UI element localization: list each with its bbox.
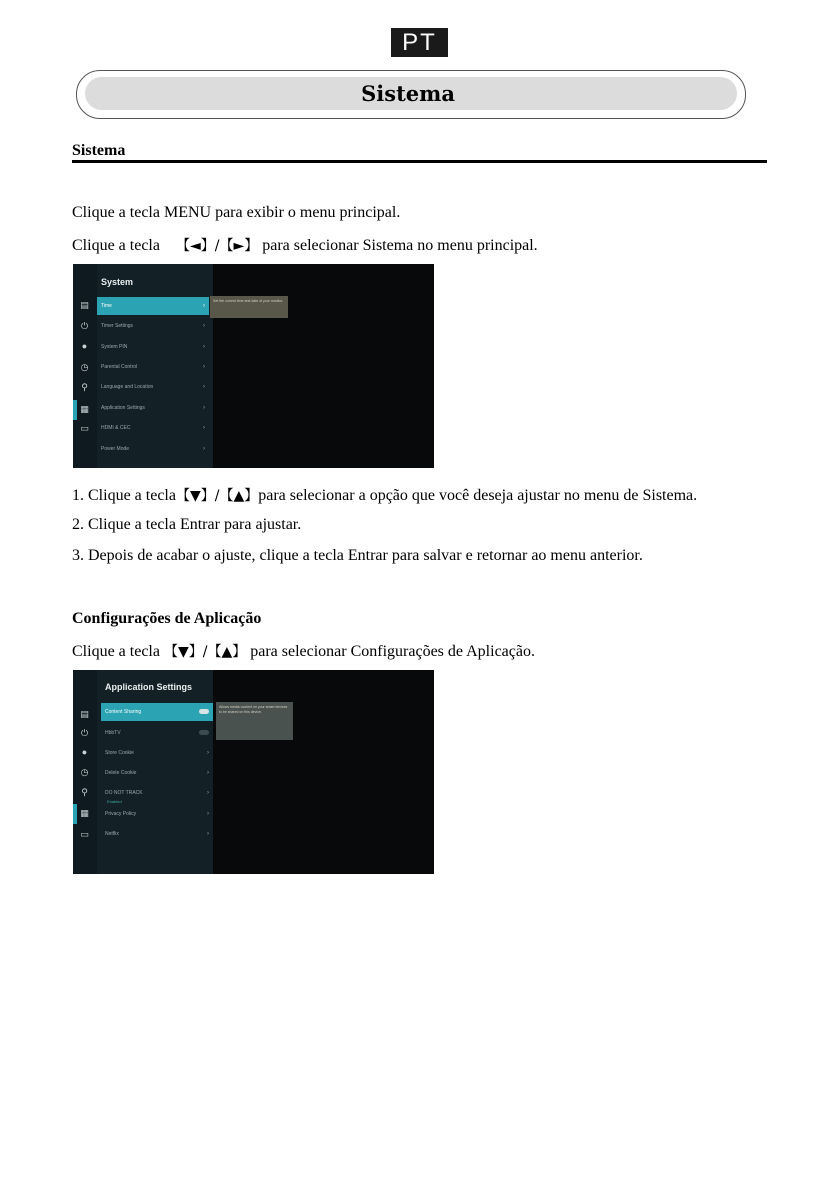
chevron-right-icon: › bbox=[203, 303, 205, 309]
menu-item-hbbtv[interactable]: HbbTV bbox=[101, 724, 213, 742]
language-badge: PT bbox=[391, 28, 448, 57]
picture-icon: ▤ bbox=[80, 300, 89, 310]
instruction-prefix: Clique a tecla bbox=[72, 237, 164, 254]
icon-rail bbox=[73, 670, 97, 874]
chevron-right-icon: › bbox=[203, 405, 205, 411]
menu-item-netflix[interactable]: Netflix › bbox=[101, 825, 213, 843]
menu-heading: Application Settings bbox=[105, 682, 193, 692]
clock-icon: ◷ bbox=[80, 767, 89, 777]
toggle-switch[interactable] bbox=[199, 709, 209, 714]
clock-icon: ◷ bbox=[80, 362, 89, 372]
step-1-prefix: 1. Clique a tecla bbox=[72, 487, 176, 504]
picture-icon: ▤ bbox=[80, 709, 89, 719]
chevron-right-icon: › bbox=[207, 770, 209, 776]
power-icon: ⏻ bbox=[80, 321, 89, 331]
page-title: Sistema bbox=[85, 77, 737, 110]
instruction-menu: Clique a tecla MENU para exibir o menu principal. bbox=[72, 204, 401, 221]
step-3: 3. Depois de acabar o ajuste, clique a tecla Entrar para salvar e retornar ao menu anterior. bbox=[72, 547, 643, 564]
menu-item-language[interactable]: Language and Location › bbox=[97, 378, 209, 396]
tv-icon: ▭ bbox=[80, 829, 89, 839]
application-settings-screenshot bbox=[73, 670, 434, 874]
menu-item-power-mode[interactable]: Power Mode › bbox=[97, 440, 209, 458]
chevron-right-icon: › bbox=[207, 790, 209, 796]
menu-item-do-not-track[interactable]: DO NOT TRACK Enabled › bbox=[101, 784, 213, 802]
menu-item-privacy-policy[interactable]: Privacy Policy › bbox=[101, 805, 213, 823]
menu-heading: System bbox=[101, 277, 134, 287]
antenna-icon: ⚲ bbox=[81, 382, 88, 392]
menu-item-timer-settings[interactable]: Timer Settings › bbox=[97, 317, 209, 335]
system-icon: ▦ bbox=[80, 808, 89, 818]
up-down-keys: 【▼】/【▲】 bbox=[175, 488, 259, 504]
power-icon: ⏻ bbox=[80, 728, 89, 738]
section-heading-aplicacao: Configurações de Aplicação bbox=[72, 610, 262, 627]
chevron-right-icon: › bbox=[207, 811, 209, 817]
chevron-right-icon: › bbox=[203, 323, 205, 329]
menu-item-time[interactable]: Time › bbox=[97, 297, 209, 315]
menu-item-application-settings[interactable]: Application Settings › bbox=[97, 399, 209, 417]
instruction-suffix: para selecionar Sistema no menu principal. bbox=[262, 237, 538, 254]
menu-item-content-sharing[interactable]: Content Sharing bbox=[101, 703, 213, 721]
network-icon: ● bbox=[81, 341, 88, 351]
chevron-right-icon: › bbox=[203, 344, 205, 350]
system-menu-screenshot bbox=[73, 264, 434, 468]
menu-item-delete-cookie[interactable]: Delete Cookie › bbox=[101, 764, 213, 782]
instruction-select-system bbox=[72, 235, 538, 255]
instruction-suffix: para selecionar Configurações de Aplicação. bbox=[250, 643, 535, 660]
selected-category-indicator bbox=[73, 400, 77, 420]
instruction-prefix: Clique a tecla bbox=[72, 643, 164, 660]
toggle-switch[interactable] bbox=[199, 730, 209, 735]
instruction-select-application bbox=[72, 641, 535, 661]
step-2: 2. Clique a tecla Entrar para ajustar. bbox=[72, 516, 302, 533]
network-icon: ● bbox=[81, 747, 88, 757]
chevron-right-icon: › bbox=[207, 831, 209, 837]
chevron-right-icon: › bbox=[203, 446, 205, 452]
chevron-right-icon: › bbox=[203, 364, 205, 370]
step-1-suffix: para selecionar a opção que você deseja ajustar no menu de Sistema. bbox=[258, 487, 698, 504]
up-down-keys: 【▼】/【▲】 bbox=[163, 644, 247, 660]
step-1 bbox=[72, 485, 697, 505]
chevron-right-icon: › bbox=[207, 750, 209, 756]
menu-item-system-pin[interactable]: System PIN › bbox=[97, 338, 209, 356]
system-icon: ▦ bbox=[80, 404, 89, 414]
selected-category-indicator bbox=[73, 804, 77, 824]
antenna-icon: ⚲ bbox=[81, 787, 88, 797]
help-tooltip: Allows media content on your smart devices to be shared on this device. bbox=[216, 702, 293, 740]
left-right-keys: 【◄】/【►】 bbox=[175, 238, 259, 254]
item-status: Enabled bbox=[107, 799, 122, 804]
heading-rule bbox=[72, 160, 767, 163]
menu-item-parental-control[interactable]: Parental Control › bbox=[97, 358, 209, 376]
chevron-right-icon: › bbox=[203, 425, 205, 431]
menu-item-store-cookie[interactable]: Store Cookie › bbox=[101, 744, 213, 762]
chevron-right-icon: › bbox=[203, 384, 205, 390]
menu-item-hdmi-cec[interactable]: HDMI & CEC › bbox=[97, 419, 209, 437]
help-tooltip: Set the current time and date of your monitor. bbox=[210, 296, 288, 318]
icon-rail bbox=[73, 264, 97, 468]
tv-icon: ▭ bbox=[80, 423, 89, 433]
section-heading-sistema: Sistema bbox=[72, 142, 126, 159]
